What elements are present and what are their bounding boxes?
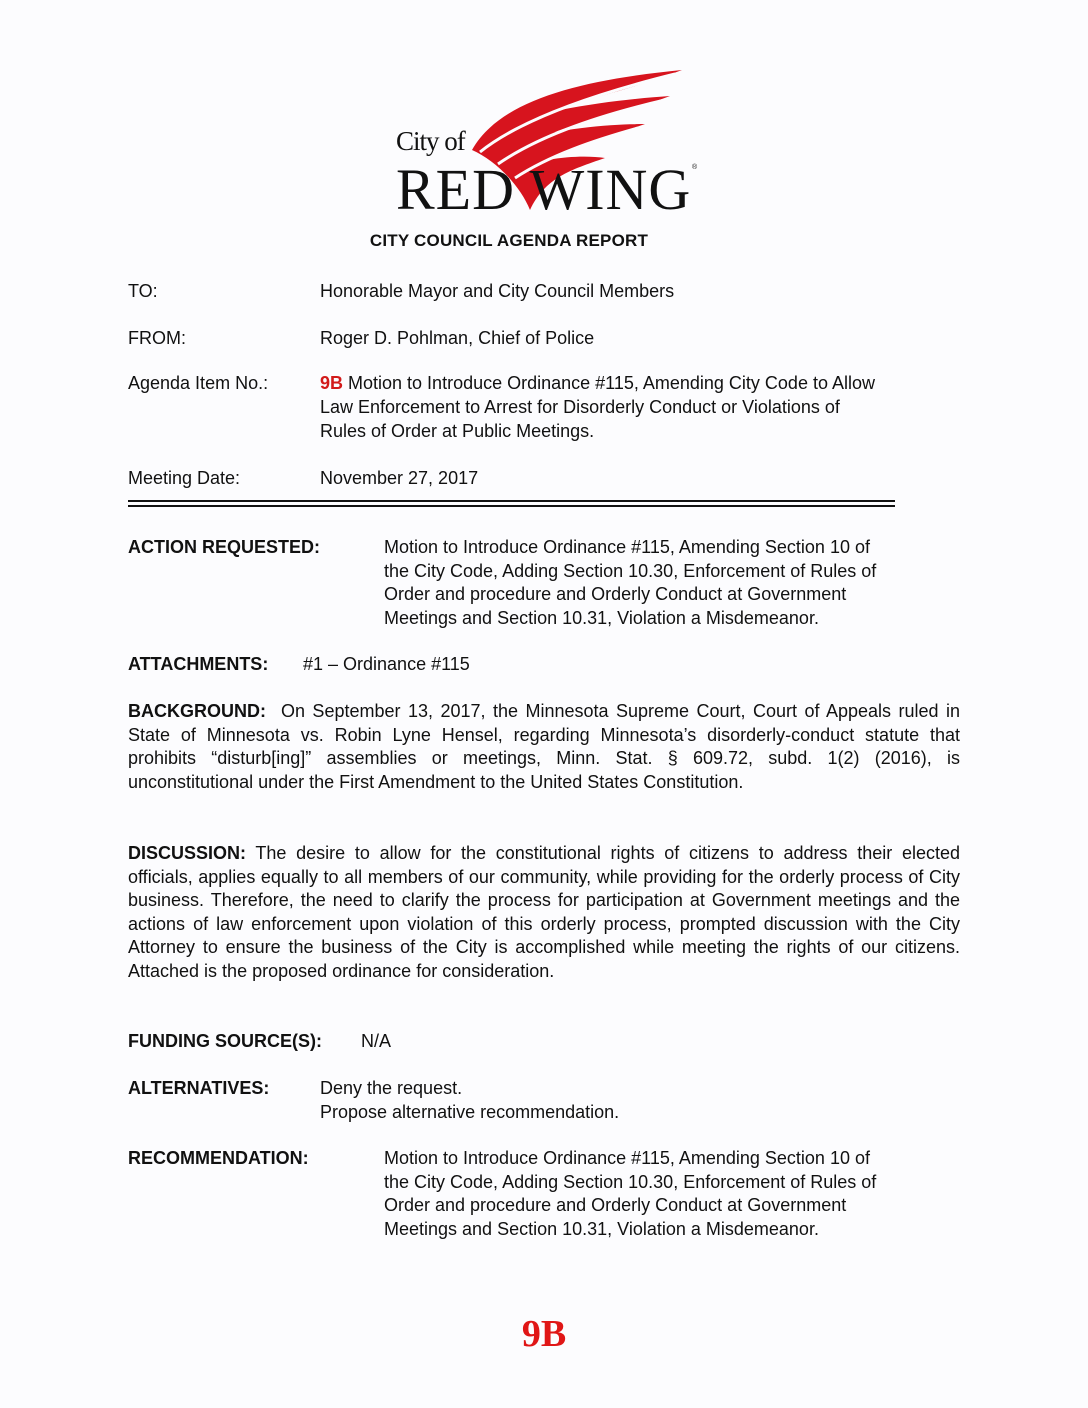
from-label: FROM:	[128, 328, 186, 348]
background-text: On September 13, 2017, the Minnesota Supreme Court, Court of Appeals ruled in State of Minnesota vs. Robin Lyne Hensel, regarding Minnesota’s disorderly-conduct statute that prohibits “disturb[ing]” assemblies or meetings, Minn. Stat. § 609.72, subd. 1(2) (2016), is unconstitutional under the First Amendment to the United States Constitution.	[128, 701, 960, 792]
alternative-item: Deny the request.	[320, 1078, 463, 1098]
from-value: Roger D. Pohlman, Chief of Police	[320, 328, 595, 348]
agenda-item-stamp: 9B	[521, 1313, 567, 1355]
recommendation-line: Motion to Introduce Ordinance #115, Amending Section 10 of	[384, 1148, 870, 1168]
alternatives-label: ALTERNATIVES:	[128, 1078, 270, 1098]
double-rule-top	[128, 500, 895, 502]
report-title: CITY COUNCIL AGENDA REPORT	[369, 231, 649, 250]
logo-city-of-text: City of	[396, 126, 465, 156]
agenda-item-line-3: Rules of Order at Public Meetings.	[320, 421, 595, 441]
action-requested-line: Motion to Introduce Ordinance #115, Amending Section 10 of	[384, 537, 870, 557]
alternative-item: Propose alternative recommendation.	[320, 1101, 620, 1122]
action-requested-line: Meetings and Section 10.31, Violation a Misdemeanor.	[384, 607, 819, 628]
alternatives-list	[320, 1077, 619, 1124]
recommendation-label: RECOMMENDATION:	[128, 1148, 309, 1168]
action-requested-value	[384, 536, 876, 630]
meeting-date-label: Meeting Date:	[128, 468, 241, 488]
agenda-item-line-2: Law Enforcement to Arrest for Disorderly Conduct or Violations of	[320, 397, 840, 417]
agenda-item-label: Agenda Item No.:	[128, 373, 269, 393]
agenda-item-value	[320, 371, 970, 443]
recommendation-value	[384, 1147, 876, 1241]
background-section	[128, 700, 960, 794]
recommendation-line: Order and procedure and Orderly Conduct at Government	[384, 1195, 847, 1215]
double-rule-bottom	[128, 505, 895, 507]
registered-mark: ®	[692, 164, 698, 171]
attachments-value: #1 – Ordinance #115	[303, 654, 470, 674]
action-requested-line: Order and procedure and Orderly Conduct at Government	[384, 584, 847, 604]
recommendation-line: the City Code, Adding Section 10.30, Enforcement of Rules of	[384, 1171, 877, 1192]
city-logo	[380, 60, 700, 225]
action-requested-line: the City Code, Adding Section 10.30, Enforcement of Rules of	[384, 560, 877, 581]
attachments-label: ATTACHMENTS:	[128, 654, 269, 674]
discussion-section	[128, 842, 960, 983]
action-requested-label: ACTION REQUESTED:	[128, 537, 321, 557]
to-label: TO:	[128, 281, 158, 301]
background-label: BACKGROUND:	[128, 701, 266, 721]
agenda-item-line-1: Motion to Introduce Ordinance #115, Amending City Code to Allow	[343, 373, 875, 393]
funding-label: FUNDING SOURCE(S):	[128, 1031, 322, 1051]
to-value: Honorable Mayor and City Council Members	[320, 281, 675, 301]
agenda-item-number: 9B	[320, 373, 344, 393]
logo-red-wing-text: RED WING	[396, 157, 692, 222]
discussion-text: The desire to allow for the constitutional rights of citizens to address their elected officials, applies equally to all members of our community, while providing for the orderly process of City business. Therefore, the need to clarify the process for participation at Government meetings and the actions of law enforcement upon violation of this orderly process, prompted discussion with the City Attorney to ensure the business of the City is accomplished while meeting the rights of our citizens. Attached is the proposed ordinance for consideration.	[128, 843, 960, 981]
meeting-date-value: November 27, 2017	[320, 468, 479, 488]
funding-value: N/A	[361, 1031, 392, 1051]
recommendation-line: Meetings and Section 10.31, Violation a Misdemeanor.	[384, 1218, 819, 1239]
discussion-label: DISCUSSION:	[128, 843, 247, 863]
